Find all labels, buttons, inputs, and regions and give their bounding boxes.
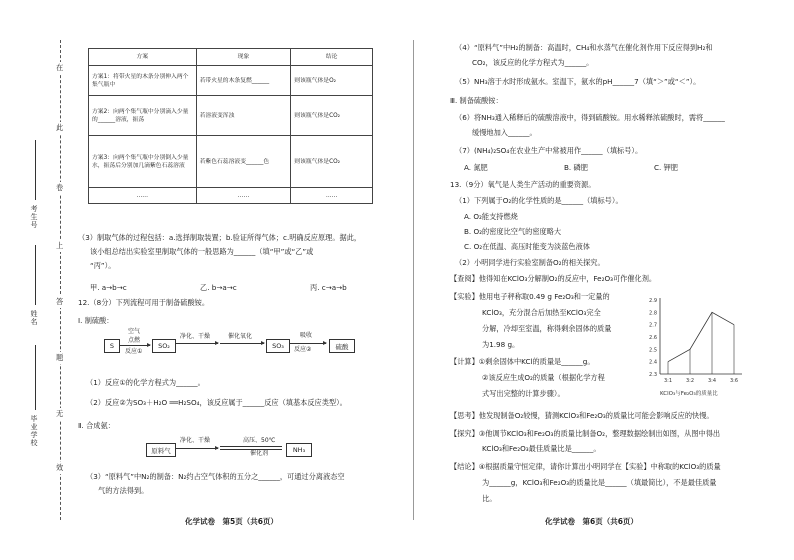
r-opt-c: C. 钾肥 — [654, 163, 678, 172]
shiyan-line4: 为1.98 g。 — [482, 340, 520, 349]
chart-x-tick-label: 3:1 — [663, 378, 673, 384]
r-line-3: （5）NH₃溶于水时形成氨水。室温下，氨水的pH______7（填“＞”或“＜”）。 — [455, 77, 701, 86]
cell-phenomenon: …… — [196, 188, 291, 204]
seal-char: 在 — [56, 63, 64, 72]
table-row — [89, 188, 373, 204]
q13-opt-c: C. O₂在低温、高压时能变为淡蓝色液体 — [464, 242, 590, 251]
r-line-6: 缓慢地加入______。 — [472, 128, 537, 137]
chart-y-tick-label: 2.5 — [649, 347, 657, 354]
q2-text: （2）反应②为SO₃＋H₂O ══H₂SO₄，该反应属于______反应（填基本反应类型）。 — [86, 398, 347, 407]
mass-ratio-chart — [640, 292, 770, 402]
r-line-7: （7）(NH₄)₂SO₄在农业生产中常被用作______（填标号）。 — [455, 146, 643, 155]
flow-label-air: 空气 — [128, 328, 141, 335]
seal-char: 卷 — [56, 183, 64, 192]
chart-series-line — [668, 312, 734, 361]
underline-school — [35, 345, 36, 410]
right-footer: 化学试卷 第6页（共6页） — [545, 517, 638, 526]
flow-arrow-1 — [120, 345, 150, 346]
q3b-line2: 气的方法得到。 — [98, 486, 149, 495]
flow-arrow-3 — [220, 343, 264, 344]
jielun-line2: 为______g，KClO₃和Fe₂O₃的质量比是______（填最简比），不是最佳质量 — [482, 478, 717, 487]
flow-box-so2: SO₂ — [152, 339, 176, 353]
section-2-title: Ⅱ. 合成氨： — [78, 421, 115, 430]
cell-phenomenon: 若溶液变浑浊 — [196, 96, 291, 136]
experiment-table — [88, 48, 373, 204]
q3-line2: 该小组总结出实验室里制取气体的一般思路为______（填“甲”或“乙”或 — [90, 247, 314, 256]
flow-label-r1: 反应① — [125, 348, 143, 355]
seal-char: 上 — [56, 241, 64, 250]
flow-label-absorb: 吸收 — [300, 332, 313, 339]
flow-arrow-4 — [290, 343, 326, 344]
flow-label-purify: 净化、干燥 — [180, 333, 211, 340]
underline-name — [35, 245, 36, 305]
flow-arrow-2 — [176, 343, 218, 344]
r-line-4: Ⅲ. 制备硫酸铵： — [450, 96, 503, 105]
r-opt-a: A. 氮肥 — [464, 163, 488, 172]
chart-x-tick-label: 3:2 — [685, 378, 695, 384]
cell-plan: 方案3：向两个集气瓶中分别倒入少量水，振荡后分别加几滴紫色石蕊溶液 — [89, 136, 197, 188]
shiyan-line2: KClO₃，充分混合后加热至KClO₃完全 — [482, 308, 601, 317]
cell-plan: …… — [89, 188, 197, 204]
q13-opt-a: A. O₂能支持燃烧 — [464, 212, 518, 221]
q3b-line1: （3）“原料气”中N₂的制备：N₂约占空气体积的五分之______，可通过分离液态空 — [86, 472, 345, 481]
tanjiu-line2: KClO₃和Fe₂O₃最佳质量比是______。 — [482, 444, 601, 453]
cell-plan: 方案1：将带火星的木条分别伸入两个集气瓶中 — [89, 66, 197, 96]
q1-text: （1）反应①的化学方程式为______。 — [86, 378, 205, 387]
q13-2: （2）小明同学进行实验室制备O₂的相关探究。 — [455, 258, 605, 267]
flow2-arrow-1 — [176, 448, 218, 449]
q3-line1: （3）制取气体的过程包括：a.选择制取装置；b.验证所得气体；c.明确反应原理。据此， — [78, 233, 362, 242]
chart-y-tick-label: 2.6 — [649, 335, 657, 341]
flow2-eq-top — [220, 446, 282, 447]
jisuan-line3: 式写出完整的计算步骤）。 — [482, 389, 565, 398]
sikao-text: 【思考】他发现制备O₂较慢，猜测KClO₃和Fe₂O₃的质量比可能会影响反应的快慢。 — [450, 411, 714, 420]
seal-char: 答 — [56, 297, 64, 306]
flow-label-r2: 反应② — [294, 346, 312, 353]
flow2-label-cat: 催化剂 — [250, 450, 269, 457]
chart-y-tick-label: 2.3 — [649, 372, 657, 378]
chart-y-tick-label: 2.8 — [649, 310, 657, 317]
option-jia: 甲. a→b→c — [90, 283, 127, 292]
q12-title: 12.（8分）下列流程可用于制备硫酸铵。 — [78, 298, 210, 307]
flow-box-h2so4: 硫酸 — [329, 339, 355, 353]
header-conclusion: 结论 — [291, 49, 373, 66]
q13-1: （1）下列属于O₂的化学性质的是______（填标号）。 — [455, 196, 623, 205]
cell-plan: 方案2：向两个集气瓶中分别滴入少量的______溶液，振荡 — [89, 96, 197, 136]
flow2-label-cond: 高压、50℃ — [243, 437, 276, 444]
flow-box-s: S — [104, 339, 120, 353]
seal-char: 无 — [56, 409, 64, 418]
cell-phenomenon: 若带火星的木条复燃______ — [196, 66, 291, 96]
option-yi: 乙. b→a→c — [200, 283, 237, 292]
label-name: 姓名 — [30, 310, 38, 326]
header-phenomenon: 现象 — [196, 49, 291, 66]
label-student-id: 考生号 — [30, 205, 38, 229]
tanjiu-line1: 【探究】③他调节KClO₃和Fe₂O₃的质量比制备O₂，整理数据绘制出如图，从图中得出 — [450, 429, 721, 438]
jielun-line3: 比。 — [482, 494, 497, 503]
r-line-5: （6）将NH₃通入稀释后的硫酸溶液中，得到硫酸铵。用水稀释浓硫酸时，需将______ — [455, 113, 725, 122]
jisuan-line1: 【计算】①剩余固体中KCl的质量是______g。 — [450, 357, 595, 366]
cell-conclusion: 则该瓶气体是CO₂ — [291, 96, 373, 136]
table-header-row — [89, 49, 373, 66]
flow-label-cat-ox: 催化氧化 — [228, 333, 253, 340]
jisuan-line2: ②该反应生成O₂的质量（根据化学方程 — [482, 373, 605, 382]
chart-y-tick-label: 2.9 — [649, 298, 657, 304]
cell-conclusion: 则该瓶气体是CO₂ — [291, 136, 373, 188]
cell-phenomenon: 若紫色石蕊溶液变______色 — [196, 136, 291, 188]
shiyan-line3: 分解，冷却至室温，称得剩余固体的质量 — [482, 324, 612, 333]
q13-title: 13.（9分）氧气是人类生产活动的重要资源。 — [450, 180, 596, 189]
table-row — [89, 96, 373, 136]
label-school: 毕业学校 — [30, 415, 38, 447]
r-line-1: （4）“原料气”中H₂的制备：高温时，CH₄和水蒸气在催化剂作用下反应得到H₂和 — [455, 43, 713, 52]
cell-conclusion: …… — [291, 188, 373, 204]
chart-x-tick-label: 3:4 — [707, 378, 717, 384]
shiyan-line1: 【实验】他用电子秤称取0.49 g Fe₂O₃和一定量的 — [450, 292, 610, 301]
flow-label-burn: 点燃 — [128, 337, 141, 344]
underline-student-id — [35, 140, 36, 200]
table-row — [89, 66, 373, 96]
r-opt-b: B. 磷肥 — [564, 163, 588, 172]
page-divider — [413, 40, 414, 520]
cell-conclusion: 则该瓶气体是O₂ — [291, 66, 373, 96]
chart-y-tick-label: 2.4 — [649, 359, 657, 366]
section-1-title: Ⅰ. 制硫酸： — [78, 316, 114, 325]
flow2-eq-bottom — [220, 449, 282, 450]
seal-char: 此 — [56, 123, 64, 132]
flow-box-nh3: NH₃ — [286, 443, 312, 457]
seal-char: 题 — [56, 353, 64, 362]
seal-char: 效 — [56, 463, 64, 472]
flow2-label-purify: 净化、干燥 — [180, 437, 211, 444]
table-row — [89, 136, 373, 188]
chart-y-tick-label: 2.7 — [649, 322, 657, 329]
r-line-2: CO₂，该反应的化学方程式为______。 — [472, 58, 594, 67]
margin-dashed-line — [60, 40, 61, 520]
chaxue-text: 【查阅】他得知在KClO₃分解制O₂的反应中，Fe₂O₃可作催化剂。 — [450, 274, 657, 283]
flow-box-raw: 原料气 — [146, 443, 176, 457]
left-footer: 化学试卷 第5页（共6页） — [185, 517, 278, 526]
q3-line3: “丙”）。 — [90, 261, 116, 270]
option-bing: 丙. c→a→b — [310, 283, 347, 292]
q13-opt-b: B. O₂的密度比空气的密度略大 — [464, 227, 562, 236]
header-plan: 方案 — [89, 49, 197, 66]
jielun-line1: 【结论】④根据质量守恒定律，请你计算出小明同学在【实验】中称取的KClO₃的质量 — [450, 462, 721, 471]
chart-xlabel: KClO₃与Fe₂O₃的质量比 — [660, 391, 718, 397]
chart-x-tick-label: 3:6 — [729, 378, 739, 384]
flow-box-so3: SO₃ — [266, 339, 290, 353]
